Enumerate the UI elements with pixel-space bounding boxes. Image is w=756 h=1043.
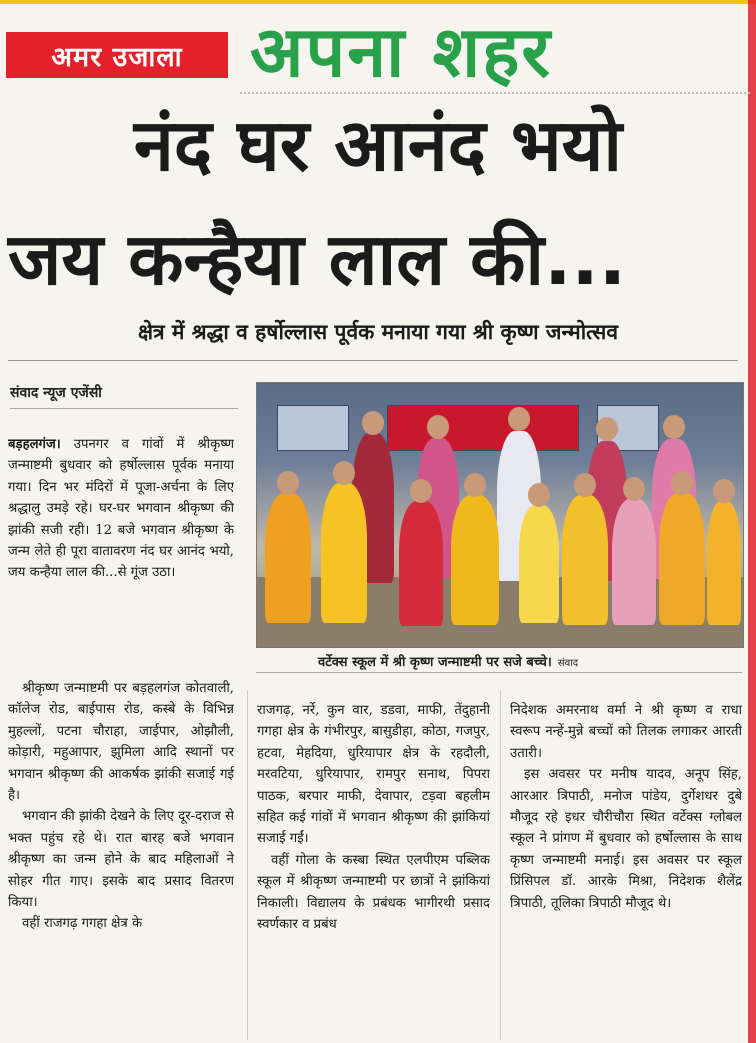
column-divider	[500, 690, 501, 1040]
photo-child-head	[528, 483, 550, 507]
photo-child-head	[671, 471, 693, 495]
photo-child-head	[410, 479, 432, 503]
photo-child	[399, 501, 443, 626]
photo-figure-head	[362, 411, 384, 435]
byline: संवाद न्यूज एजेंसी	[10, 385, 102, 401]
school-banner-left	[277, 405, 349, 451]
article-paragraph: श्रीकृष्ण जन्माष्टमी पर बड़हलगंज कोतवाली, कॉलेज रोड, बाईपास रोड, कस्बे के विभिन्न मुहल्लों, पटना चौराहा, जाईपार, ओझौली, कोड़ारी, महुआपार, झुमिला आदि स्थानों पर भगवान श्रीकृष्ण की आकर्षक झांकी सजाई गई है।	[8, 681, 234, 804]
article-paragraph: इस अवसर पर मनीष यादव, अनूप सिंह, आरआर त्रिपाठी, मनोज पांडेय, दुर्गेशधर दुबे मौजूद रहे इधर चौरीचौरा स्थित वर्टेक्स ग्लोबल स्कूल ने प्रांगण में बुधवार को हर्षोल्लास के साथ कृष्ण जन्माष्टमी मनाई। इस अवसर पर स्कूल प्रिंसिपल डॉ. आरके मिश्रा, निदेशक शैलेंद्र त्रिपाठी, तूलिका त्रिपाठी मौजूद थे।	[510, 767, 742, 911]
section-title: अपना शहर	[250, 11, 552, 93]
photo-child-head	[277, 471, 299, 495]
photo-figure-head	[663, 415, 685, 439]
top-color-band	[0, 0, 756, 4]
photo-caption-text: वर्टेक्स स्कूल में श्री कृष्ण जन्माष्टमी पर सजे बच्चे।	[318, 655, 552, 670]
article-paragraph: भगवान की झांकी देखने के लिए दूर-दराज से भक्त पहुंच रहे थे। रात बारह बजे भगवान श्रीकृष्ण का जन्म होने के बाद महिलाओं ने सोहर गीत गाए। इसके बाद प्रसाद वितरण किया।	[8, 809, 234, 911]
article-paragraph: निदेशक अमरनाथ वर्मा ने श्री कृष्ण व राधा स्वरूप नन्हें-मुन्ने बच्चों को तिलक लगाकर आरती उतारी।	[510, 703, 742, 761]
photo-child	[265, 493, 311, 623]
article-column-1-bottom	[8, 678, 234, 1040]
photo-child-head	[574, 473, 596, 497]
column-divider	[247, 690, 248, 1040]
article-paragraph: उपनगर व गांवों में श्रीकृष्ण जन्माष्टमी बुधवार को हर्षोल्लास पूर्वक मनाया गया। दिन भर मंदिरों में पूजा-अर्चना के लिए श्रद्धालु उमड़े रहे। घर-घर भगवान श्रीकृष्ण की झांकी सजी रही। 12 बजे भगवान श्रीकृष्ण के जन्म लेते ही पूरा वातावरण नंद घर आनंद भयो, जय कन्हैया लाल की...से गूंज उठा।	[8, 437, 234, 581]
photo-child	[612, 499, 656, 625]
photo-child	[321, 483, 367, 623]
subheadline: क्षेत्र में श्रद्धा व हर्षोल्लास पूर्वक मनाया गया श्री कृष्ण जन्मोत्सव	[137, 320, 619, 344]
article-paragraph: वहीं गोला के कस्बा स्थित एलपीएम पब्लिक स्कूल में श्रीकृष्ण जन्माष्टमी पर छात्रों ने झांकियां निकाली। विद्यालय के प्रबंधक भागीरथी प्रसाद स्वर्णकार व प्रबंध	[257, 852, 490, 933]
headline-line-2: जय कन्हैया लाल की...	[8, 217, 627, 301]
article-column-2	[257, 700, 490, 1040]
photo-credit: संवाद	[557, 658, 579, 669]
photo-child	[562, 495, 608, 625]
photo-child	[659, 493, 705, 625]
masthead-divider	[240, 92, 750, 94]
photo-figure-head	[508, 407, 530, 431]
photo-child-head	[333, 461, 355, 485]
photo-child-head	[464, 473, 486, 497]
subheadline-divider	[8, 360, 738, 361]
caption-divider	[256, 672, 742, 673]
article-paragraph: वहीं राजगढ़ गगहा क्षेत्र के	[22, 916, 143, 932]
article-column-1-top	[8, 434, 234, 670]
newspaper-logo: अमर उजाला	[6, 32, 228, 78]
headline-line-1: नंद घर आनंद भयो	[133, 103, 623, 187]
photo-child-head	[623, 477, 645, 501]
photo-child	[519, 505, 559, 623]
photo-figure-head	[427, 415, 449, 439]
photo-figure-head	[596, 417, 618, 441]
byline-divider	[10, 408, 238, 409]
article-column-3	[510, 700, 742, 1040]
photo-child	[707, 501, 741, 625]
photo-child-head	[713, 479, 735, 503]
photo-child	[451, 495, 499, 625]
photo-caption	[318, 652, 578, 670]
article-dateline: बड़हलगंज।	[8, 437, 61, 452]
article-paragraph: राजगढ़, नर्रे, कुन वार, डडवा, माफी, तेंदुहानी गगहा क्षेत्र के गंभीरपुर, बासुडीहा, कोठा, गजपुर, हटवा, मेहदिया, धुरियापार क्षेत्र के रहदौली, मरवटिया, धुरियापार, रामपुर सनाथ, पिपरा पाठक, बरपार माफी, देवापार, टड़वा बहलीम सहित कई गांवों में भगवान श्रीकृष्ण की झांकियां सजाई गईं।	[257, 703, 490, 847]
school-banner-center	[387, 405, 579, 451]
masthead	[0, 8, 756, 98]
article-photo	[256, 382, 744, 648]
